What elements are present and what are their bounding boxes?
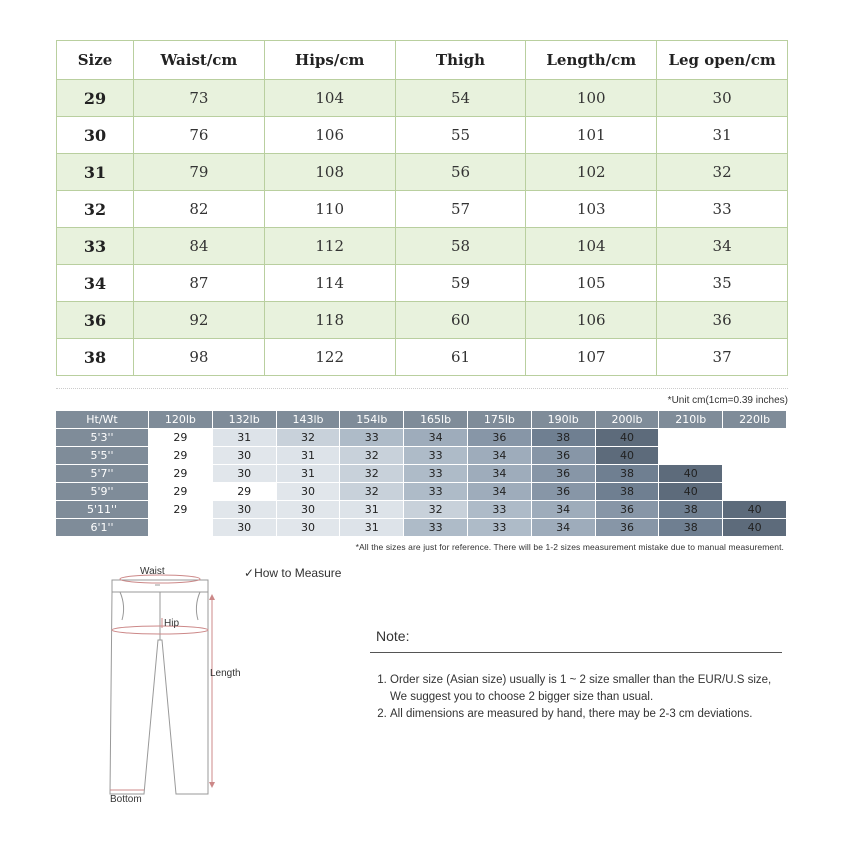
size-recommendation-cell: 31 [340,519,404,537]
measurement-cell: 57 [395,191,526,228]
measurement-cell: 110 [264,191,395,228]
waist-label: Waist [140,566,165,577]
measurement-cell: 104 [264,80,395,117]
size-recommendation-cell: 32 [404,501,468,519]
size-recommendation-cell [659,447,723,465]
height-cell: 6'1'' [56,519,149,537]
hip-label: Hip [164,618,180,629]
size-recommendation-cell: 30 [212,519,276,537]
measurement-cell: 106 [264,117,395,154]
note-item: 2. All dimensions are measured by hand, there may be 2-3 cm deviations. [390,706,790,723]
size-recommendation-cell: 36 [531,447,595,465]
measurement-cell: 60 [395,302,526,339]
size-recommendation-cell [723,465,787,483]
measurement-cell: 87 [134,265,265,302]
height-weight-column-header: 190lb [531,411,595,429]
measurement-cell: 118 [264,302,395,339]
note-list [372,672,790,723]
measurement-cell: 76 [134,117,265,154]
height-weight-column-header: 165lb [404,411,468,429]
measurement-cell: 55 [395,117,526,154]
height-cell: 5'7'' [56,465,149,483]
height-cell: 5'3'' [56,429,149,447]
size-recommendation-cell: 29 [149,447,213,465]
size-recommendation-cell: 40 [659,465,723,483]
size-cell: 30 [57,117,134,154]
table-row [57,339,788,376]
table-row [57,191,788,228]
size-recommendation-cell: 38 [531,429,595,447]
size-recommendation-cell: 29 [149,501,213,519]
size-recommendation-cell: 40 [595,429,659,447]
table-row [57,302,788,339]
height-weight-column-header: 120lb [149,411,213,429]
height-weight-column-header: Ht/Wt [56,411,149,429]
size-recommendation-cell: 33 [404,447,468,465]
length-arrow [209,594,215,788]
length-label: Length [210,668,241,679]
measurement-cell: 122 [264,339,395,376]
measurement-cell: 56 [395,154,526,191]
size-recommendation-cell: 29 [149,483,213,501]
pants-diagram [100,562,260,807]
table-row [57,228,788,265]
size-recommendation-cell: 33 [340,429,404,447]
measurement-cell: 82 [134,191,265,228]
size-recommendation-cell: 31 [276,447,340,465]
size-recommendation-cell: 34 [531,519,595,537]
size-recommendation-cell: 36 [531,483,595,501]
size-recommendation-cell: 29 [212,483,276,501]
measurement-cell: 37 [657,339,788,376]
size-recommendation-cell: 36 [595,501,659,519]
size-cell: 29 [57,80,134,117]
size-recommendation-cell: 30 [212,501,276,519]
size-cell: 36 [57,302,134,339]
size-recommendation-cell: 33 [467,501,531,519]
measurement-cell: 108 [264,154,395,191]
size-recommendation-cell: 36 [531,465,595,483]
measurement-cell: 105 [526,265,657,302]
size-recommendation-cell: 33 [404,519,468,537]
measurement-cell: 34 [657,228,788,265]
size-recommendation-cell: 40 [723,519,787,537]
size-cell: 38 [57,339,134,376]
height-weight-column-header: 175lb [467,411,531,429]
measurement-cell: 101 [526,117,657,154]
size-recommendation-cell: 40 [723,501,787,519]
separator-line [56,388,788,389]
measurement-cell: 30 [657,80,788,117]
size-recommendation-cell [723,447,787,465]
size-recommendation-cell: 33 [404,483,468,501]
size-recommendation-cell: 34 [531,501,595,519]
size-recommendation-cell: 31 [340,501,404,519]
size-recommendation-cell: 36 [595,519,659,537]
table-row [56,429,787,447]
height-cell: 5'9'' [56,483,149,501]
measurement-cell: 107 [526,339,657,376]
size-recommendation-cell: 34 [467,465,531,483]
size-table-column-header: Length/cm [526,41,657,80]
measurement-cell: 104 [526,228,657,265]
size-recommendation-cell: 32 [340,483,404,501]
size-recommendation-cell: 29 [149,429,213,447]
measurement-cell: 59 [395,265,526,302]
measurement-cell: 36 [657,302,788,339]
size-recommendation-cell: 40 [659,483,723,501]
measurement-cell: 114 [264,265,395,302]
measurement-cell: 106 [526,302,657,339]
size-recommendation-cell: 40 [595,447,659,465]
measurement-cell: 54 [395,80,526,117]
size-cell: 31 [57,154,134,191]
size-recommendation-cell [723,429,787,447]
size-recommendation-cell [723,483,787,501]
measurement-cell: 35 [657,265,788,302]
table-row [56,501,787,519]
size-cell: 34 [57,265,134,302]
note-divider [370,652,782,653]
size-recommendation-cell [149,519,213,537]
size-cell: 33 [57,228,134,265]
table-row [56,519,787,537]
size-table-column-header: Size [57,41,134,80]
size-recommendation-cell: 31 [276,465,340,483]
table-row [57,117,788,154]
bottom-label: Bottom [110,794,142,805]
measurement-cell: 61 [395,339,526,376]
size-table-body [57,80,788,376]
size-recommendation-cell: 30 [276,483,340,501]
measurement-cell: 103 [526,191,657,228]
size-recommendation-cell: 30 [212,465,276,483]
size-recommendation-cell: 34 [404,429,468,447]
height-weight-table [55,410,787,537]
measurement-cell: 33 [657,191,788,228]
size-table-header [57,41,788,80]
measurement-cell: 32 [657,154,788,191]
measurement-cell: 102 [526,154,657,191]
measurement-cell: 92 [134,302,265,339]
size-table-column-header: Hips/cm [264,41,395,80]
measurement-cell: 112 [264,228,395,265]
size-recommendation-cell: 30 [212,447,276,465]
size-recommendation-cell: 38 [595,483,659,501]
size-recommendation-cell: 38 [659,501,723,519]
measurement-cell: 100 [526,80,657,117]
size-table-column-header: Thigh [395,41,526,80]
measurement-cell: 98 [134,339,265,376]
note-title: Note: [376,628,410,644]
size-recommendation-cell: 34 [467,447,531,465]
table-row [56,483,787,501]
note-item: 1. Order size (Asian size) usually is 1 ~ 2 size smaller than the EUR/U.S size, We suggest you to choose 2 bigger size than usual. [390,672,790,706]
size-recommendation-cell: 30 [276,501,340,519]
unit-note: *Unit cm(1cm=0.39 inches) [667,395,788,406]
how-to-measure-title: ✓How to Measure [244,566,342,580]
height-weight-header [56,411,787,429]
size-recommendation-cell: 30 [276,519,340,537]
measurement-cell: 31 [657,117,788,154]
size-table-column-header: Waist/cm [134,41,265,80]
size-recommendation-cell: 34 [467,483,531,501]
measurement-cell: 84 [134,228,265,265]
size-recommendation-cell [659,429,723,447]
height-weight-column-header: 220lb [723,411,787,429]
table-row [56,465,787,483]
height-weight-column-header: 143lb [276,411,340,429]
size-table-column-header: Leg open/cm [657,41,788,80]
size-recommendation-cell: 33 [404,465,468,483]
table-row [57,154,788,191]
size-cell: 32 [57,191,134,228]
size-recommendation-cell: 33 [467,519,531,537]
size-recommendation-cell: 32 [276,429,340,447]
size-table [56,40,788,376]
size-recommendation-cell: 32 [340,465,404,483]
measurement-cell: 58 [395,228,526,265]
height-cell: 5'5'' [56,447,149,465]
size-recommendation-cell: 36 [467,429,531,447]
measurement-cell: 73 [134,80,265,117]
size-recommendation-cell: 31 [212,429,276,447]
size-recommendation-cell: 32 [340,447,404,465]
height-weight-column-header: 154lb [340,411,404,429]
height-weight-column-header: 200lb [595,411,659,429]
table-row [57,80,788,117]
height-weight-body [56,429,787,537]
height-cell: 5'11'' [56,501,149,519]
size-recommendation-cell: 29 [149,465,213,483]
height-weight-column-header: 210lb [659,411,723,429]
measurement-cell: 79 [134,154,265,191]
reference-note: *All the sizes are just for reference. There will be 1-2 sizes measurement mistake due to manual measurement. [355,542,784,552]
size-recommendation-cell: 38 [595,465,659,483]
checkmark-icon: ✓ [244,566,255,580]
size-recommendation-cell: 38 [659,519,723,537]
table-row [56,447,787,465]
height-weight-column-header: 132lb [212,411,276,429]
table-row [57,265,788,302]
